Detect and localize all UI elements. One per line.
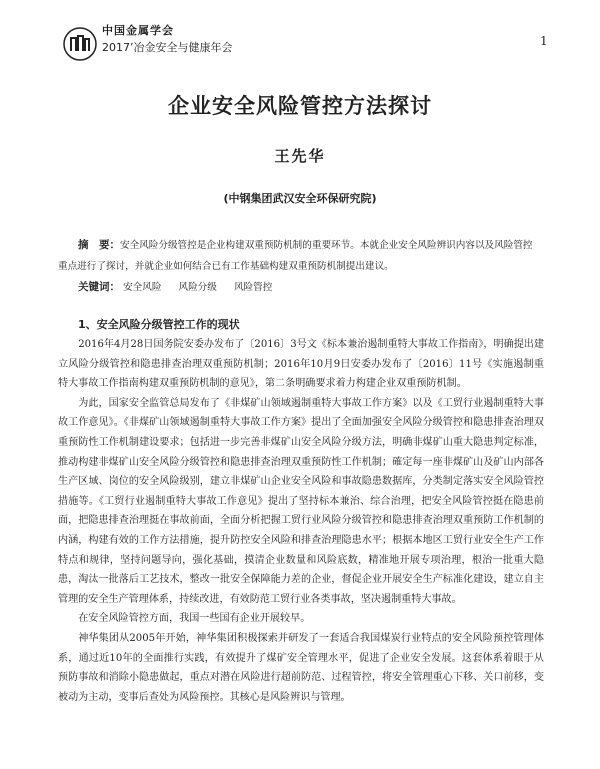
section-heading: 1、安全风险分级管控工作的现状 — [78, 318, 240, 331]
page-header — [62, 22, 542, 62]
paragraph: 在安全风险管控方面，我国一些国有企业开展较早。 — [78, 613, 311, 625]
paragraph: 为此，国家安全监管总局发布了《非煤矿山领域遏制重特大事故工作方案》以及《工贸行业遏制重特大事故工作意见》。《非煤矿山领域遏制重特大事故工作方案》提出了全面加强安全风险分级管控和隐患排查治理双重预防性工作机制建设要求；包括进一步完善非煤矿山安全风险分级方法，明确非煤矿山重大隐患判定标准，推动构建非煤矿山安全风险分级管控和隐患排查治理双重预防性工作机制；確定每一座非煤矿山及矿山内部各生产区域、岗位的安全风险级别，建立非煤矿山企业安全风险和事故隐患数据库，分类制定落实安全风险管控措施等。《工贸行业遏制重特大事故工作意见》提出了坚持标本兼治、综合治理，把安全风险管控挺在隐患前面，把隐患排查治理挺在事故前面，全面分析把握工贸行业风险分级管控和隐患排查治理双重预防工作机制的内涵，构建有效的工作方法措施，提升防控安全风险和排查治理隐患水平；根据本地区工贸行业安全生产工作特点和规律，坚持问题导向，强化基础，摸清企业数量和风险底数，精准地开展专项治理，根治一批重大隐患，淘汰一批落后工艺技术，整改一批安全保障能力差的企业，督促企业开展安全生产标准化建设，建立自主管理的安全生产管理体系，持续改进，有效防范工贸行业各类事故，坚决遏制重特大事故。 — [58, 397, 544, 605]
section-body — [58, 335, 544, 707]
paper-author: 王先华 — [274, 147, 326, 165]
keyword: 风险分级 — [178, 282, 217, 293]
keywords-label: 关键词： — [78, 281, 120, 293]
paper-affiliation: (中钢集团武汉安全环保研究院) — [223, 192, 377, 205]
paragraph: 神华集团从2005年开始，神华集团积极探索并研发了一套适合我国煤炭行业特点的安全风险预控管理体系，通过近10年的全面推行实践，有效提升了煤矿安全管理水平，促进了企业安全发展。这套体系着眼于从预防事故和消除小隐患做起，重点对潜在风险进行超前防范、过程管控，将安全管理重心下移、关口前移，变被动为主动，变事后查处为风险预控。其核心是风险辨识与管理。 — [58, 632, 544, 703]
paragraph: 2016年4月28日国务院安委办发布了〔2016〕3号文《标本兼治遏制重特大事故工作指南》，明确提出建立风险分级管控和隐患排查治理双重预防机制；2016年10月9日安委办发布了〔2016〕11号《实施遏制重特大事故工作指南构建双重预防机制的意见》，第二条明确要求着力构建企业双重预防机制。 — [58, 339, 544, 390]
paper-title: 企业安全风险管控方法探讨 — [168, 94, 432, 118]
abstract-text: 安全风险分级管控是企业构建双重预防机制的重要环节。本就企业安全风险辨识内容以及风险管控重点进行了探讨，并就企业如何结合已有工作基础构建双重预防机制提出建议。 — [58, 240, 533, 272]
abstract-label: 摘 要： — [78, 239, 120, 251]
page-number: 1 — [540, 34, 548, 48]
header-org: 中国金属学会 — [102, 24, 174, 37]
keywords — [78, 279, 286, 294]
society-logo-icon — [62, 26, 98, 62]
keyword: 安全风险 — [123, 282, 162, 293]
abstract — [58, 235, 542, 277]
header-conference: 2017’冶金安全与健康年会 — [102, 41, 233, 54]
keyword: 风险管控 — [233, 282, 273, 293]
